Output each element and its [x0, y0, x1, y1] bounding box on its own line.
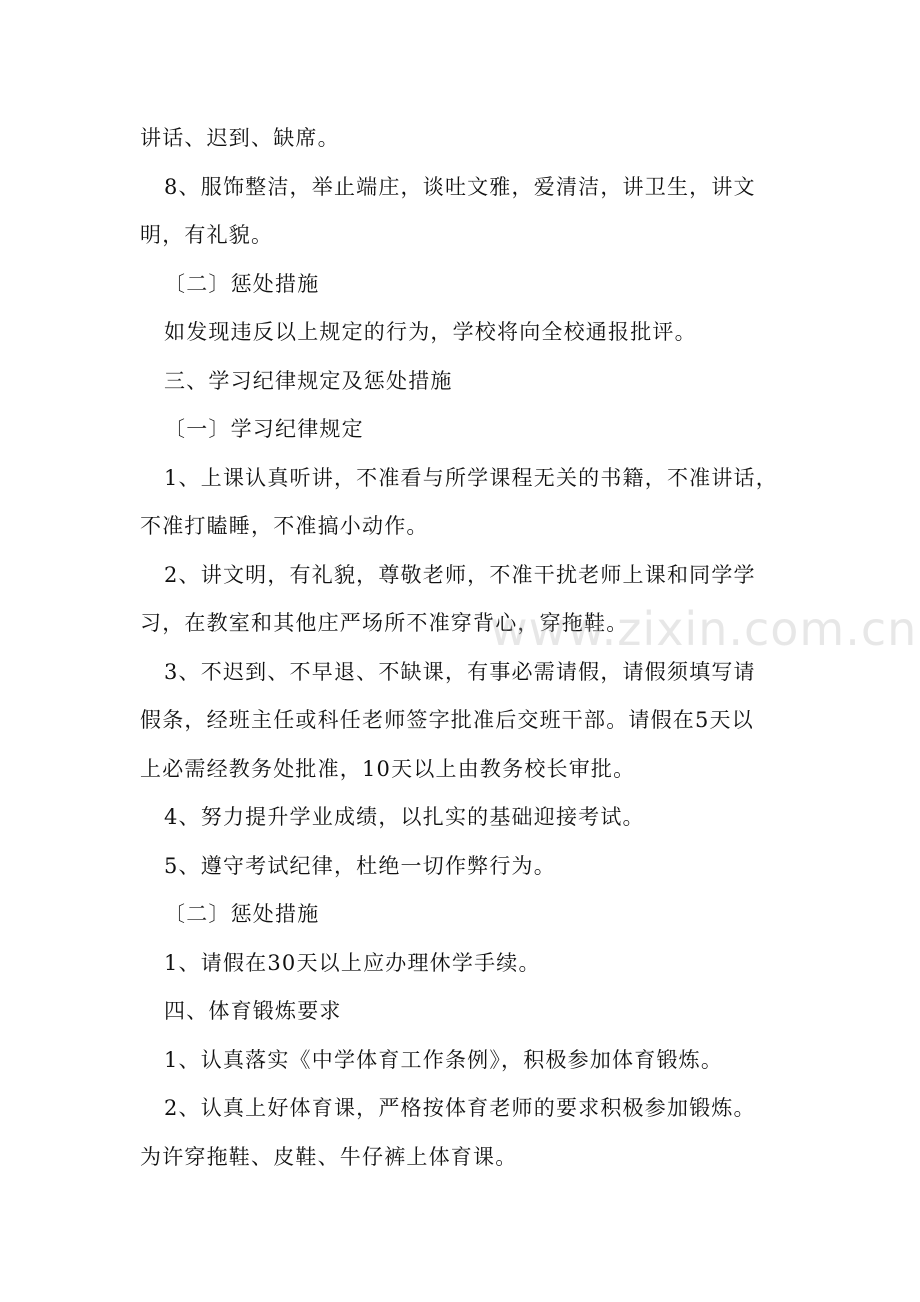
section-heading: 〔二〕惩处措施 — [164, 902, 320, 926]
section-heading: 四、体育锻炼要求 — [164, 999, 342, 1023]
text-line: 不准打瞌睡，不准搞小动作。 — [140, 514, 429, 538]
text-line: 上必需经教务处批准，10天以上由教务校长审批。 — [140, 756, 636, 781]
section-heading: 〔二〕惩处措施 — [164, 271, 320, 296]
text-line: 习，在教室和其他庄严场所不准穿背心，穿拖鞋。 — [140, 611, 629, 635]
text-line: 如发现违反以上规定的行为，学校将向全校通报批评。 — [164, 320, 697, 344]
text-line: 2、认真上好体育课，严格按体育老师的要求积极参加锻炼。 — [164, 1096, 756, 1120]
text-line: 2、讲文明，有礼貌，尊敬老师，不准干扰老师上课和同学学 — [164, 562, 756, 587]
watermark: www.zixin.com.cn — [490, 602, 918, 656]
text-line: 为许穿拖鞋、皮鞋、牛仔裤上体育课。 — [140, 1144, 518, 1169]
text-line: 5、遵守考试纪律，杜绝一切作弊行为。 — [164, 853, 556, 878]
text-line: 1、上课认真听讲，不准看与所学课程无关的书籍，不准讲话， — [164, 465, 778, 490]
text-line: 明，有礼貌。 — [140, 223, 274, 247]
text-line: 假条，经班主任或科任老师签字批准后交班干部。请假在5天以 — [140, 708, 754, 732]
text-line: 1、认真落实《中学体育工作条例》，积极参加体育锻炼。 — [164, 1047, 724, 1072]
text-line: 3、不迟到、不早退、不缺课，有事必需请假，请假须填写请 — [164, 659, 756, 684]
document-body — [140, 114, 790, 1181]
text-line: 4、努力提升学业成绩，以扎实的基础迎接考试。 — [164, 805, 645, 829]
text-line: 讲话、迟到、缺席。 — [140, 126, 340, 150]
section-heading: 三、学习纪律规定及惩处措施 — [164, 368, 453, 393]
text-line: 8、服饰整洁，举止端庄，谈吐文雅，爱清洁，讲卫生，讲文 — [164, 174, 756, 199]
section-heading: 〔一〕学习纪律规定 — [164, 417, 364, 441]
text-line: 1、请假在30天以上应办理休学手续。 — [164, 950, 541, 975]
